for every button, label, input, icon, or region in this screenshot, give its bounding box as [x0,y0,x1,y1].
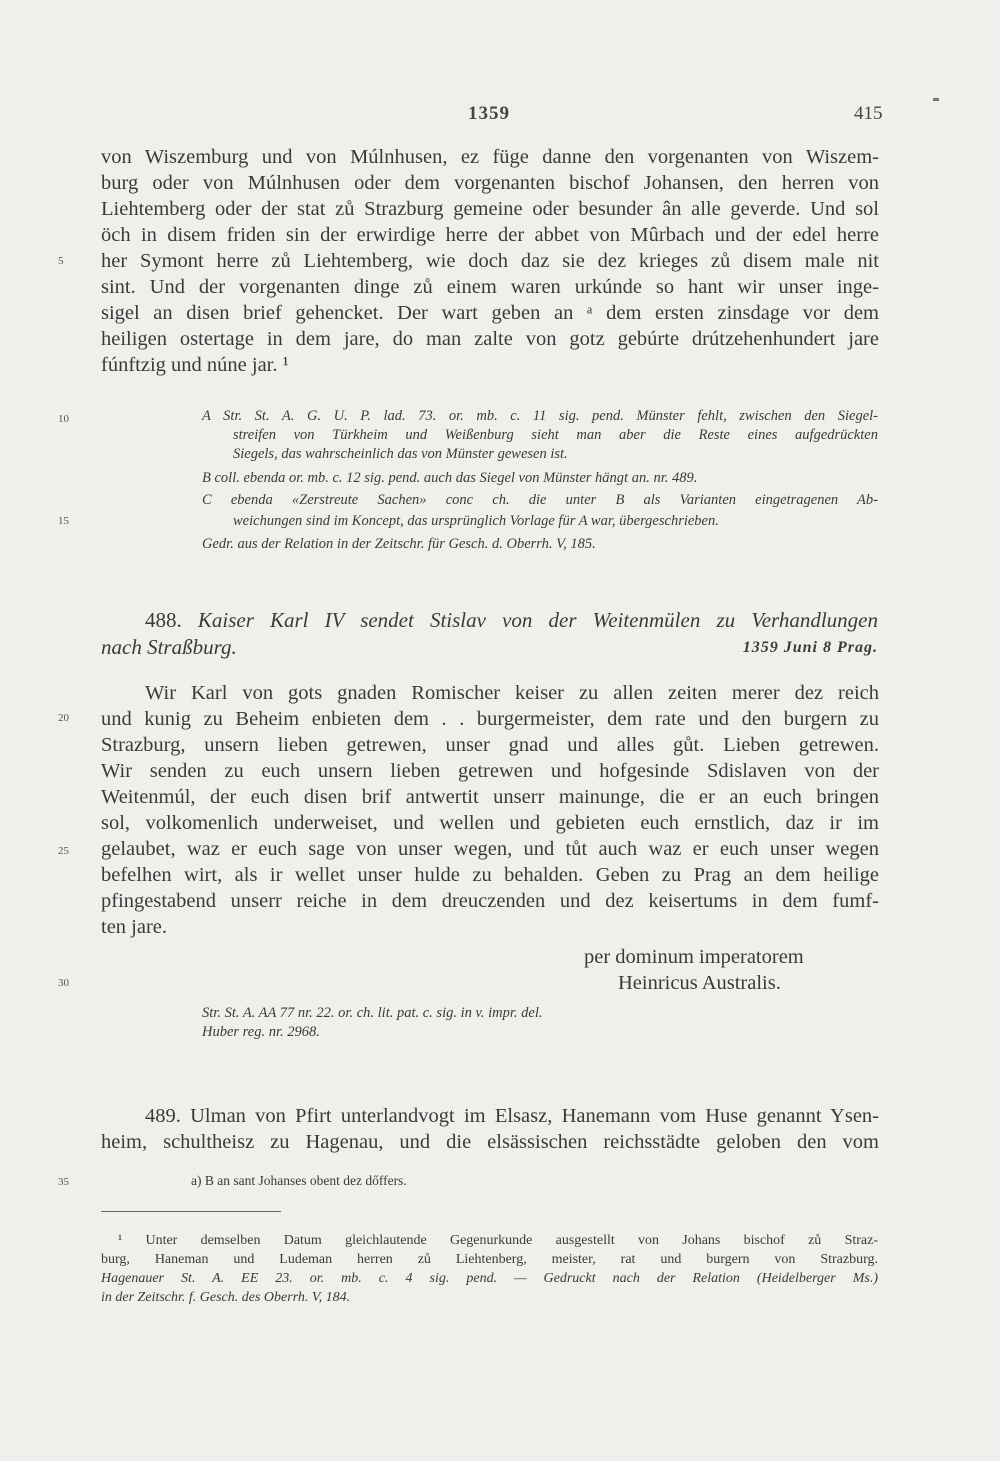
footnote-rule [101,1211,281,1212]
footnote-line: burg, Haneman und Ludeman herren zů Liehtenberg, meister, rat und burgern von Strazburg. [101,1252,878,1267]
source-note: Str. St. A. AA 77 nr. 22. or. ch. lit. pat. c. sig. in v. impr. del. [202,1005,543,1021]
source-note: streifen von Türkheim und Weißenburg sieht man aber die Reste eines aufgedrückten [233,427,878,443]
variant-note: a) B an sant Johanses obent dez dőffers. [191,1173,407,1188]
body-line: sint. Und der vorgenanten dinge zů einem waren urkúnde so hant wir unser inge- [101,276,879,298]
document-date-place: 1359 Juni 8 Prag. [742,639,878,656]
body-line: sol, volkomenlich underweiset, und wellen und gebieten euch ernstlich, daz ir im [101,812,879,834]
signature-line: per dominum imperatorem [584,946,804,968]
running-header-year: 1359 [468,103,510,124]
source-note: weichungen sind im Koncept, das ursprünglich Vorlage für A war, übergeschrieben. [233,513,719,529]
margin-mark [933,98,939,101]
source-note: Siegels, das wahrscheinlich das von Münster gewesen ist. [233,446,568,462]
body-line: öch in disem friden sin der erwirdige herre der abbet von Mûrbach und der edel herre [101,224,879,246]
line-number: 35 [58,1176,69,1188]
document-title: Kaiser Karl IV sendet Stislav von der Weitenmülen zu Verhandlungen [197,608,879,632]
source-note: C ebenda «Zerstreute Sachen» conc ch. die unter B als Varianten eingetragenen Ab- [202,492,878,508]
page-number: 415 [854,103,883,124]
signature-name: Heinricus Australis. [618,972,781,994]
document-summary: Ulman von Pfirt unterlandvogt im Elsasz, Hanemann vom Huse genannt Ysen- [190,1105,880,1127]
source-note: Gedr. aus der Relation in der Zeitschr. für Gesch. d. Oberrh. V, 185. [202,536,596,552]
document-title-cont: nach Straßburg. [101,635,237,659]
source-note: A Str. St. A. G. U. P. lad. 73. or. mb. c. 11 sig. pend. Münster fehlt, zwischen den Siegel- [202,408,878,424]
body-line: Wir senden zu euch unsern lieben getrewen und hofgesinde Sdislaven von der [101,760,879,782]
line-number: 25 [58,845,69,857]
body-line: burg oder von Múlnhusen oder dem vorgenanten bischof Johansen, den herren von [101,172,879,194]
line-number: 15 [58,515,69,527]
body-line: Strazburg, unsern lieben getrewen, unser gnad und alles gůt. Lieben getrewen. [101,734,879,756]
body-line: befelhen wirt, als ir wellet unser hulde zu behalden. Geben zu Prag an dem heilige [101,864,879,886]
body-line: Weitenmúl, der euch disen brif antwertit unserr mainunge, die er an euch bringen [101,786,879,808]
document-heading [145,607,878,633]
footnote-line: in der Zeitschr. f. Gesch. des Oberrh. V, 184. [101,1290,351,1305]
body-line: sigel an disen brief gehencket. Der wart geben an ᵃ dem ersten zinsdage vor dem [101,302,879,324]
source-note: B coll. ebenda or. mb. c. 12 sig. pend. auch das Siegel von Münster hängt an. nr. 489. [202,470,698,486]
body-line: her Symont herre zů Liehtemberg, wie doch daz sie dez krieges zů disem male nit [101,250,879,272]
body-line: gelaubet, waz er euch sage von unser wegen, und tůt auch waz er euch unser wegen [101,838,879,860]
line-number: 30 [58,977,69,989]
body-line: heiligen ostertage in dem jare, do man zalte von gotz gebúrte drútzehenhundert jare [101,328,879,350]
document-number: 488. [145,608,182,632]
line-number: 10 [58,413,69,425]
footnote-line: Hagenauer St. A. EE 23. or. mb. c. 4 sig. pend. — Gedruckt nach der Relation (Heidelberger Ms.) [101,1271,878,1286]
body-line: Wir Karl von gots gnaden Romischer keiser zu allen zeiten merer dez reich [145,682,879,704]
source-note: Huber reg. nr. 2968. [202,1024,320,1040]
document-489-line [145,1103,879,1129]
body-line: ten jare. [101,916,168,938]
footnote-line: ¹ Unter demselben Datum gleichlautende Gegenurkunde ausgestellt von Johans bischof zů Straz- [118,1233,878,1248]
document-number: 489. [145,1105,181,1127]
body-line: und kunig zu Beheim enbieten dem . . burgermeister, dem rate und den burgern zu [101,708,879,730]
line-number: 20 [58,712,69,724]
body-line: von Wiszemburg und von Múlnhusen, ez füge danne den vorgenanten von Wiszem- [101,146,879,168]
body-line: pfingestabend unserr reiche in dem dreuczenden und dez keisertums in dem fumf- [101,890,879,912]
body-line: fúnftzig und núne jar. ¹ [101,354,289,376]
line-number: 5 [58,255,64,267]
document-489-line: heim, schultheisz zu Hagenau, und die elsässischen reichsstädte geloben den vom [101,1131,879,1153]
body-line: Liehtemberg oder der stat zů Strazburg gemeine oder besunder ân alle geverde. Und sol [101,198,879,220]
